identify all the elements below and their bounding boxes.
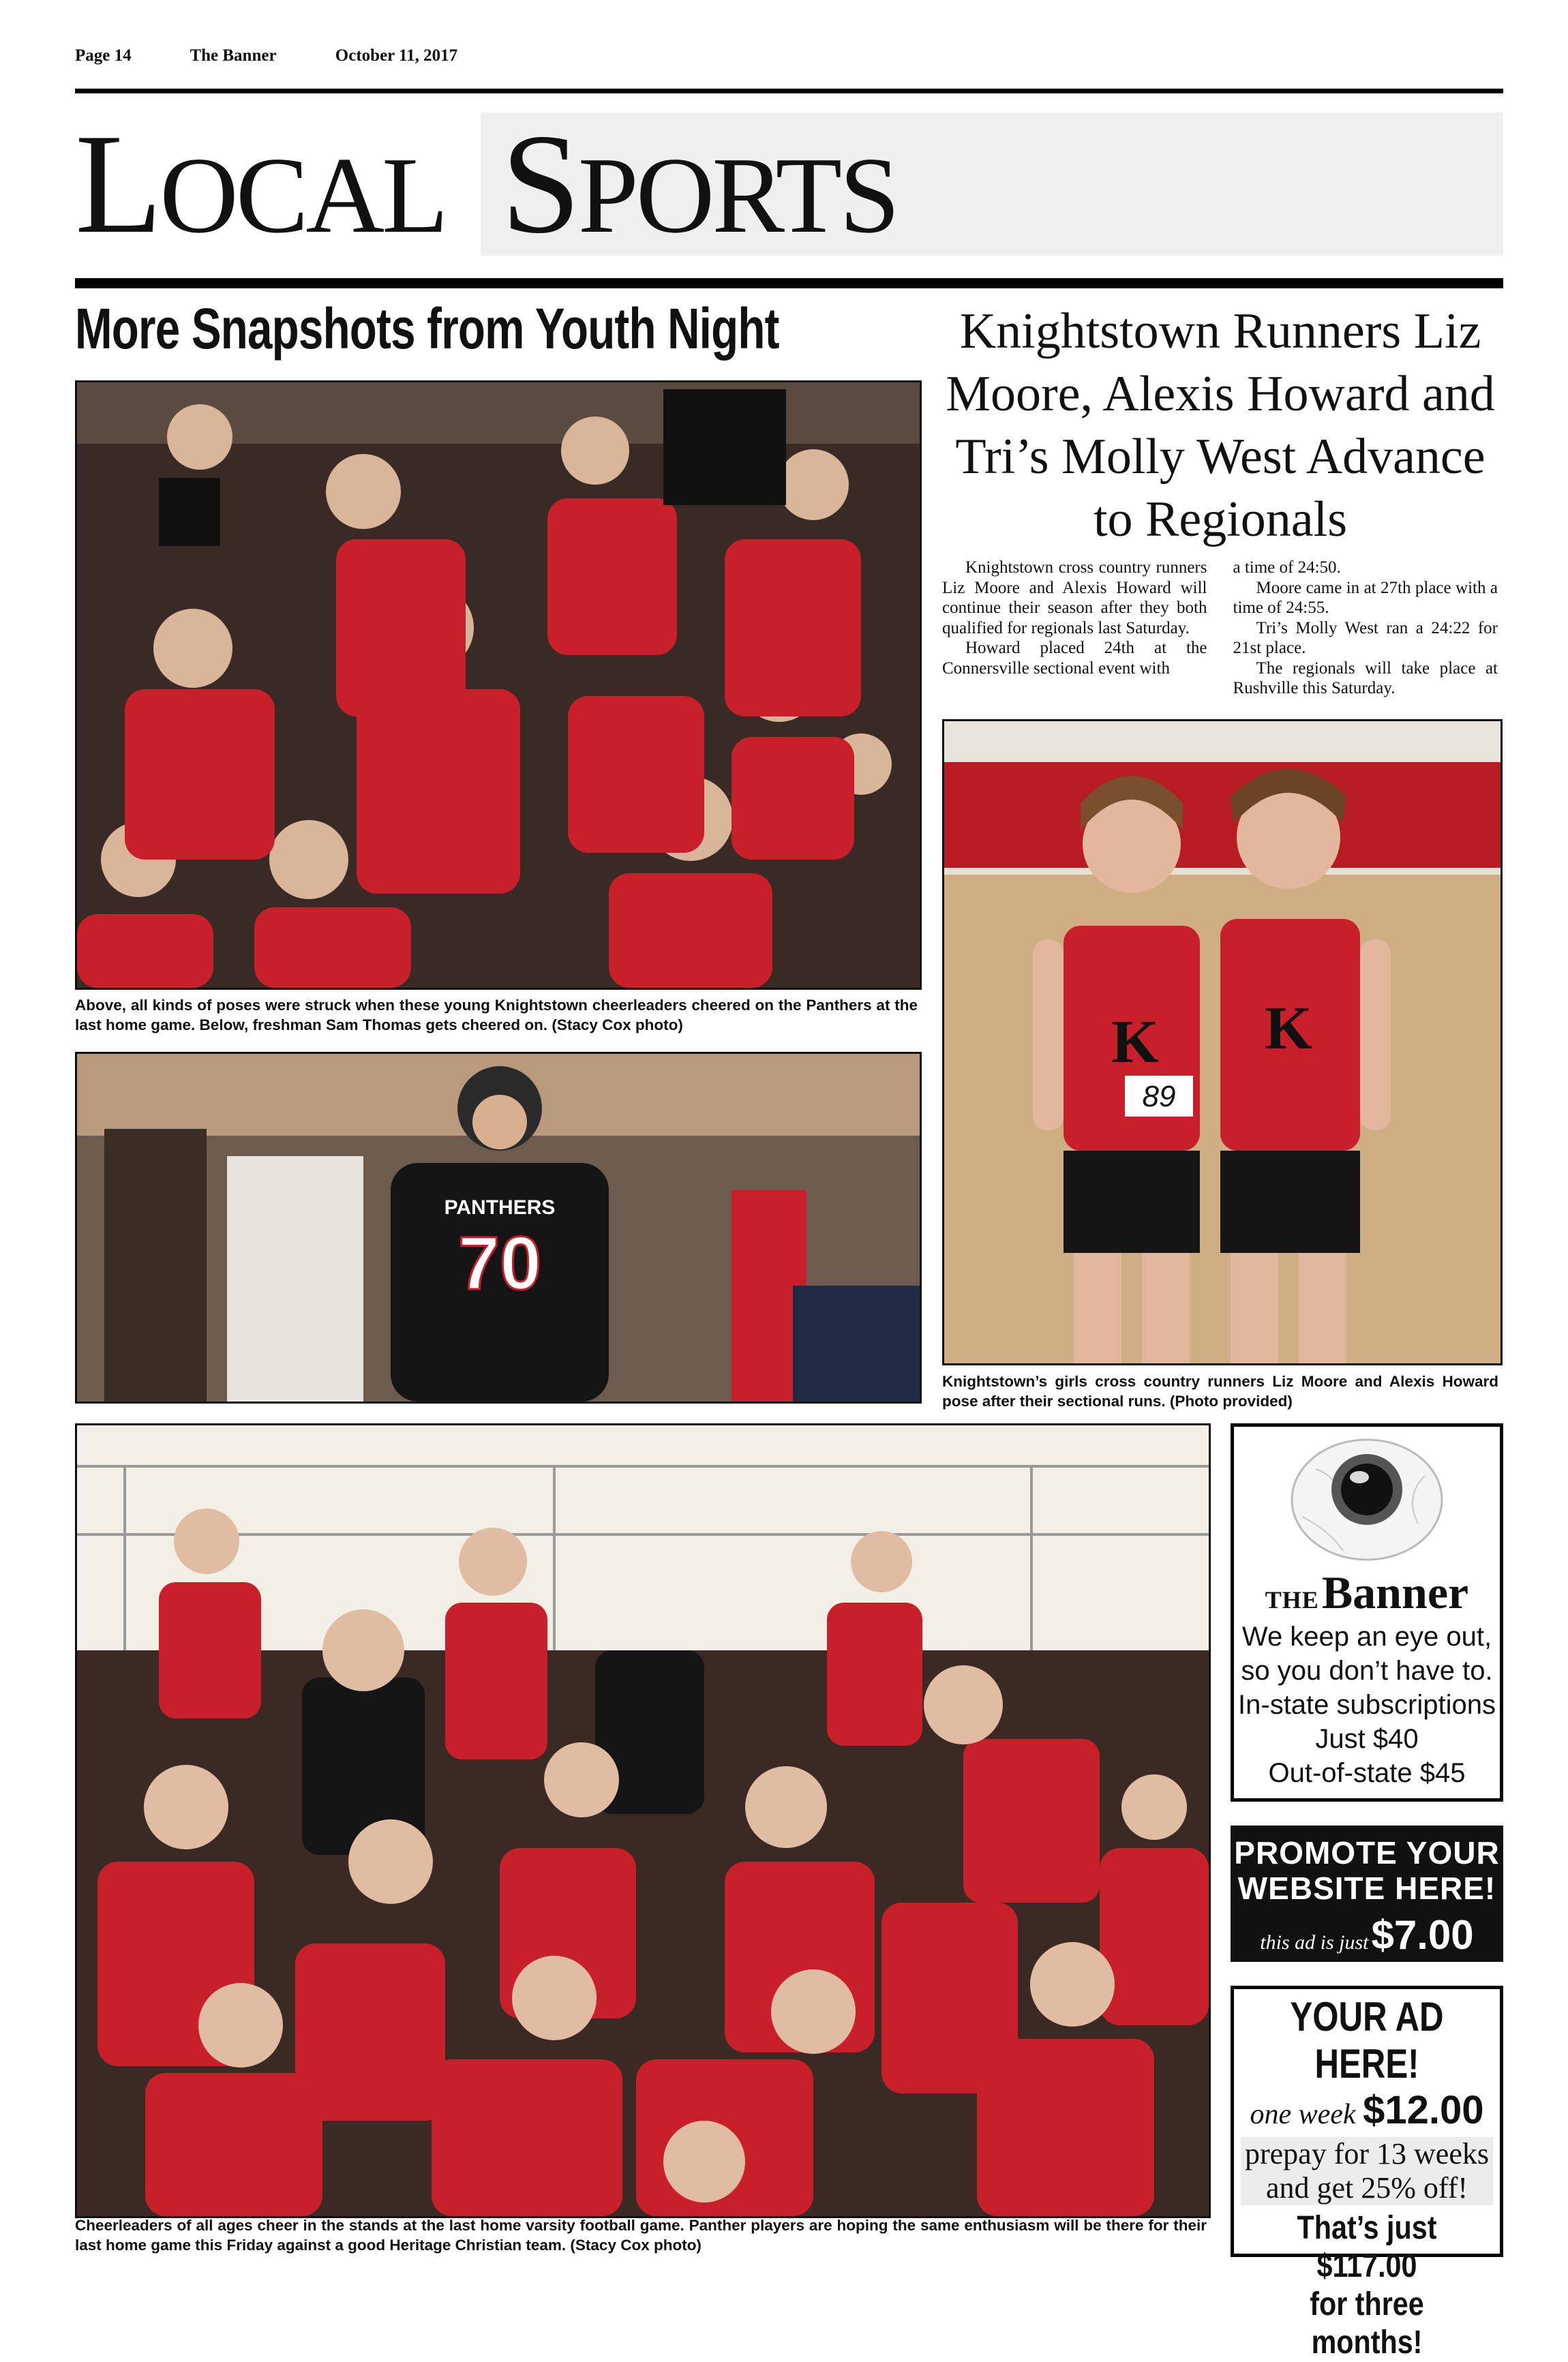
your-ad-price: $12.00 [1363, 2088, 1484, 2132]
article-paragraph: Tri’s Molly West ran a 24:22 for 21st place. [1233, 618, 1498, 657]
promote-line-2: WEBSITE HERE! [1237, 1871, 1496, 1906]
article-paragraph: a time of 24:50. [1233, 558, 1341, 577]
promote-small-text: this ad is just [1260, 1931, 1369, 1954]
header-rule [75, 89, 1503, 93]
jersey-team-text: PANTHERS [444, 1196, 556, 1219]
ad-instate-price: Just $40 [1315, 1724, 1419, 1754]
cheerleaders-photo [75, 380, 922, 990]
ad-instate-label: In-state subscriptions [1238, 1690, 1496, 1720]
paper-name: The Banner [190, 46, 277, 65]
article-paragraph: The regionals will take place at Rushville this Saturday. [1233, 658, 1498, 697]
article-column-2 [1233, 558, 1498, 699]
ad-the-label: THE [1265, 1586, 1319, 1614]
page-folio [75, 46, 512, 65]
caption-runners: Knightstown’s girls cross country runners Liz Moore and Alexis Howard pose after their sectional runs. (Photo provided) [942, 1373, 1498, 1410]
svg-text:K: K [1111, 1008, 1160, 1076]
article-column-1 [942, 558, 1207, 699]
your-ad-title: YOUR AD HERE! [1290, 1994, 1444, 2087]
left-headline: More Snapshots from Youth Night [75, 297, 779, 361]
article-paragraph: Moore came in at 27th place with a time of 24:55. [1233, 578, 1498, 617]
ad-outstate-price: Out-of-state $45 [1268, 1758, 1466, 1788]
eyeball-icon [1288, 1435, 1445, 1564]
section-title-local: LOCAL [75, 105, 446, 263]
subscription-ad[interactable] [1231, 1423, 1503, 1802]
your-ad-deal-1: That’s just $117.00 [1297, 2210, 1437, 2284]
stands-photo [75, 1423, 1211, 2218]
football-player-photo [75, 1052, 922, 1404]
ad-slogan-2: so you don’t have to. [1241, 1656, 1493, 1686]
issue-date: October 11, 2017 [335, 46, 458, 65]
ad-banner-name: Banner [1321, 1566, 1469, 1618]
article-paragraph: Knightstown cross country runners Liz Moore and Alexis Howard will continue their season after they both qualified for regionals last Saturday. [942, 558, 1207, 637]
your-ad-period: one week [1250, 2099, 1356, 2130]
your-ad-here-ad[interactable] [1231, 1986, 1503, 2361]
page-number: Page 14 [75, 46, 132, 65]
caption-stands: Cheerleaders of all ages cheer in the stands at the last home varsity football game. Panther players are hoping the same enthusiasm will be there for their last home game this Friday against a good Heritage Christian team. (Stacy Cox photo) [75, 2217, 1207, 2254]
promote-website-ad[interactable] [1231, 1826, 1503, 1962]
your-ad-deal-2: for three months! [1310, 2286, 1424, 2361]
jersey-number-text: 70 [457, 1222, 542, 1305]
race-bib-number: 89 [1142, 1080, 1176, 1113]
your-ad-offer: prepay for 13 weeks and get 25% off! [1241, 2137, 1493, 2205]
masthead-rule [75, 278, 1503, 288]
section-title-sports: SPORTS [501, 105, 898, 263]
svg-text:K: K [1265, 995, 1313, 1062]
runners-photo [942, 719, 1503, 1365]
right-headline: Knightstown Runners Liz Moore, Alexis Howard and Tri’s Molly West Advance to Regionals [946, 303, 1495, 547]
promote-line-1: PROMOTE YOUR [1234, 1835, 1500, 1871]
article-paragraph: Howard placed 24th at the Connersville sectional event with [942, 639, 1207, 678]
caption-photo-1: Above, all kinds of poses were struck when these young Knightstown cheerleaders cheered on the Panthers at the last home game. Below, freshman Sam Thomas gets cheered on. (Stacy Cox photo) [75, 997, 918, 1033]
article-body [942, 558, 1498, 699]
ad-slogan-1: We keep an eye out, [1241, 1622, 1492, 1652]
promote-price: $7.00 [1371, 1912, 1474, 1958]
